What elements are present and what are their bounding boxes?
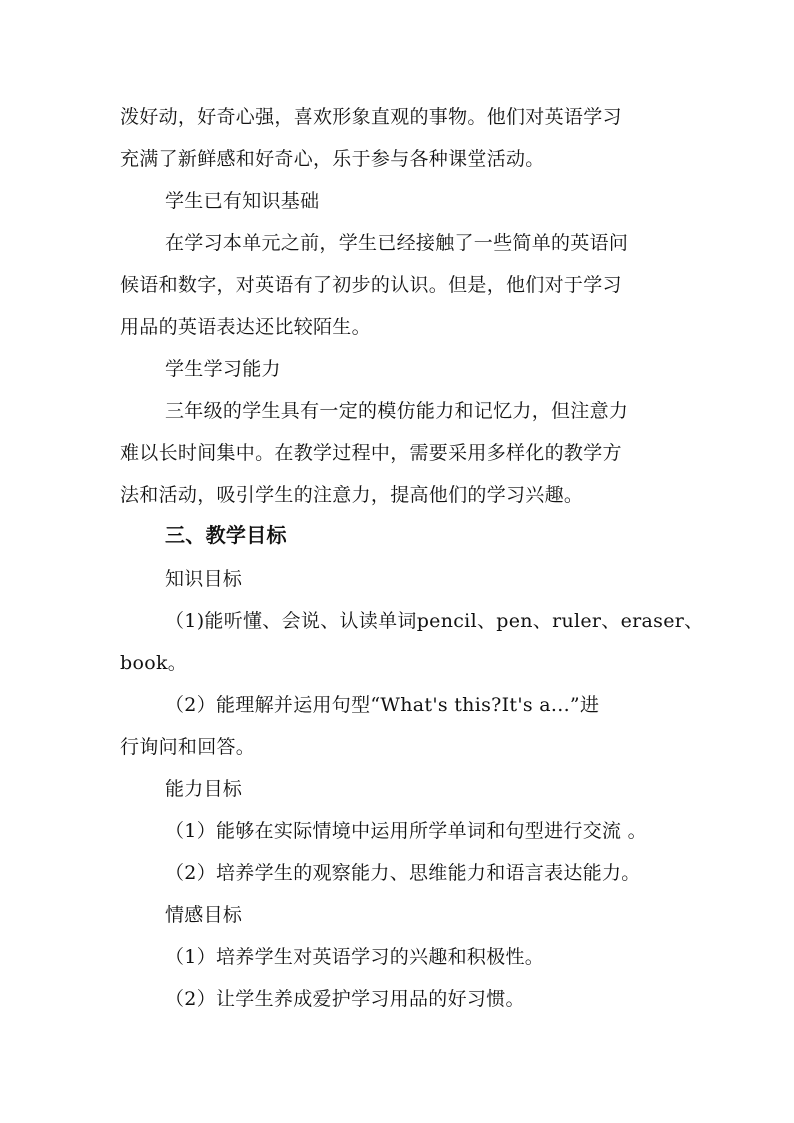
list-item-continuation: book。: [120, 652, 188, 674]
list-item: （1)能听懂、会说、认读单词pencil、pen、ruler、eraser、: [165, 610, 704, 632]
paragraph-line: 候语和数字，对英语有了初步的认识。但是，他们对于学习: [120, 274, 622, 296]
subheading-learning-ability: 学生学习能力: [165, 358, 281, 380]
list-item: （1）能够在实际情境中运用所学单词和句型进行交流 。: [165, 820, 647, 842]
list-item-continuation: 行询问和回答。: [120, 736, 256, 758]
paragraph-line: 充满了新鲜感和好奇心，乐于参与各种课堂活动。: [120, 148, 545, 170]
paragraph-line: 法和活动，吸引学生的注意力，提高他们的学习兴趣。: [120, 484, 584, 506]
subheading-emotional-goals: 情感目标: [165, 904, 243, 926]
list-item: （1）培养学生对英语学习的兴趣和积极性。: [165, 946, 545, 968]
paragraph-line: 在学习本单元之前，学生已经接触了一些简单的英语问: [165, 232, 629, 254]
section-heading: 三、教学目标: [165, 523, 287, 547]
paragraph-line: 难以长时间集中。在教学过程中，需要采用多样化的教学方: [120, 442, 622, 464]
list-item: （2）培养学生的观察能力、思维能力和语言表达能力。: [165, 862, 641, 884]
list-item: （2）让学生养成爱护学习用品的好习惯。: [165, 988, 525, 1010]
list-item: （2）能理解并运用句型“What's this?It's a...”进: [165, 694, 600, 716]
subheading-prior-knowledge: 学生已有知识基础: [165, 190, 320, 212]
subheading-knowledge-goals: 知识目标: [165, 568, 243, 590]
paragraph-line: 用品的英语表达还比较陌生。: [120, 316, 371, 338]
subheading-ability-goals: 能力目标: [165, 778, 243, 800]
paragraph-line: 泼好动，好奇心强，喜欢形象直观的事物。他们对英语学习: [120, 106, 622, 128]
paragraph-line: 三年级的学生具有一定的模仿能力和记忆力，但注意力: [165, 400, 629, 422]
